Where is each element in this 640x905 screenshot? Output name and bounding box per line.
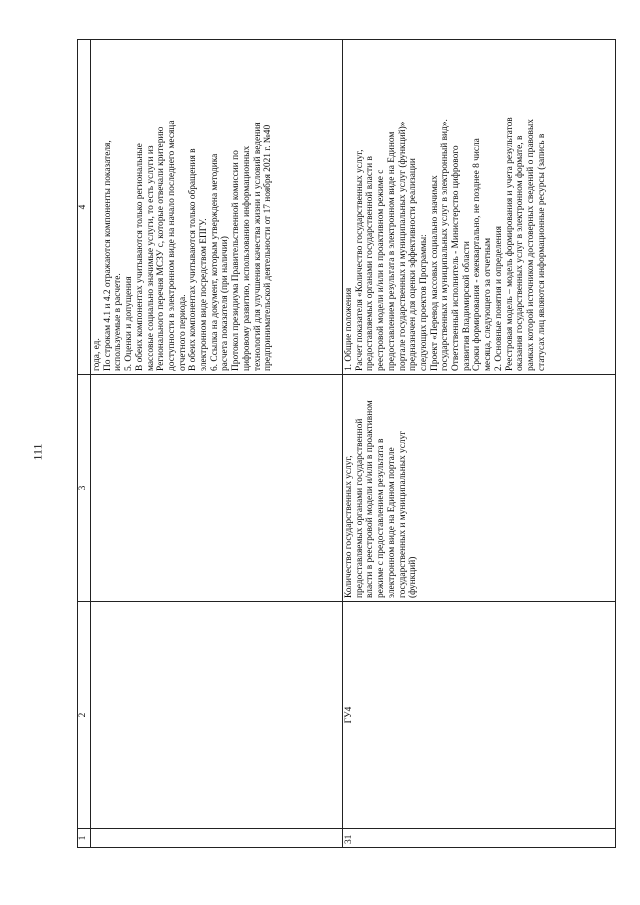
indicator-table [77, 39, 616, 848]
rotated-page [77, 60, 615, 848]
indicator-code-cell [91, 602, 343, 829]
header-col-2: 2 [78, 602, 91, 829]
row-number-cell: 31 [343, 829, 616, 848]
header-col-3: 3 [78, 375, 91, 602]
page-number: 111 [30, 443, 45, 461]
table-row [343, 40, 616, 848]
indicator-name-cell [91, 375, 343, 602]
row-number-cell [91, 829, 343, 848]
header-col-1: 1 [78, 829, 91, 848]
table-row [91, 40, 343, 848]
methodology-cell: 1. Общие положения Расчет показателя «Количество государственных услуг, предоставляемых органами государственной власти в реестровой модели и/или в проактивном режиме с предоставлением результата в электронном виде на Едином портале государственных и муниципальных услуг (функций)» предназначен для оценки эффективности реализации следующих проектов Программы: Проект «Перевод массовых социально значимых государственных и муниципальных услуг в электронный вид». Ответственный исполнитель - Министерство цифрового развития Владимирской области Сроки формирования - ежеквартально, не позднее 8 числа месяца, следующего за отчетным 2. Основные понятия и определения Реестровая модель – модель формирования и учета результатов оказания государственных услуг в электронном формате, в рамках которой источником достоверных сведений о правовых статусах лиц являются информационные ресурсы (запись в [343, 40, 616, 375]
indicator-name-cell: Количество государственных услуг, предоставляемых органами государственной власти в реестровой модели и/или в проактивном режиме с предоставлением результата в электронном виде на Едином портале государственных и муниципальных услуг (функций) [343, 375, 616, 602]
header-col-4: 4 [78, 40, 91, 375]
indicator-code-cell: ГУ4 [343, 602, 616, 829]
methodology-cell: года, ед. По строкам 4.1 и 4.2 отражаются компоненты показателя, используемые в расчете. 5. Оценки и допущения В обеих компонентах учитываются только региональные массовые социально значимые услуги, то есть услуги из Регионального перечня МСЗУ с, которые отвечали критерию доступности в электронном виде на начало последнего месяца отчетного периода. В обеих компонентах учитываются только обращения в электронном виде посредством ЕПГУ. 6. Ссылка на документ, которым утверждена методика расчета показателя (при наличии) Протокол президиума Правительственной комиссии по цифровому развитию, использованию информационных технологий для улучшения качества жизни и условий ведения предпринимательской деятельности от 17 ноября 2021 г. №40 [91, 40, 343, 375]
table-header-row [78, 40, 91, 848]
